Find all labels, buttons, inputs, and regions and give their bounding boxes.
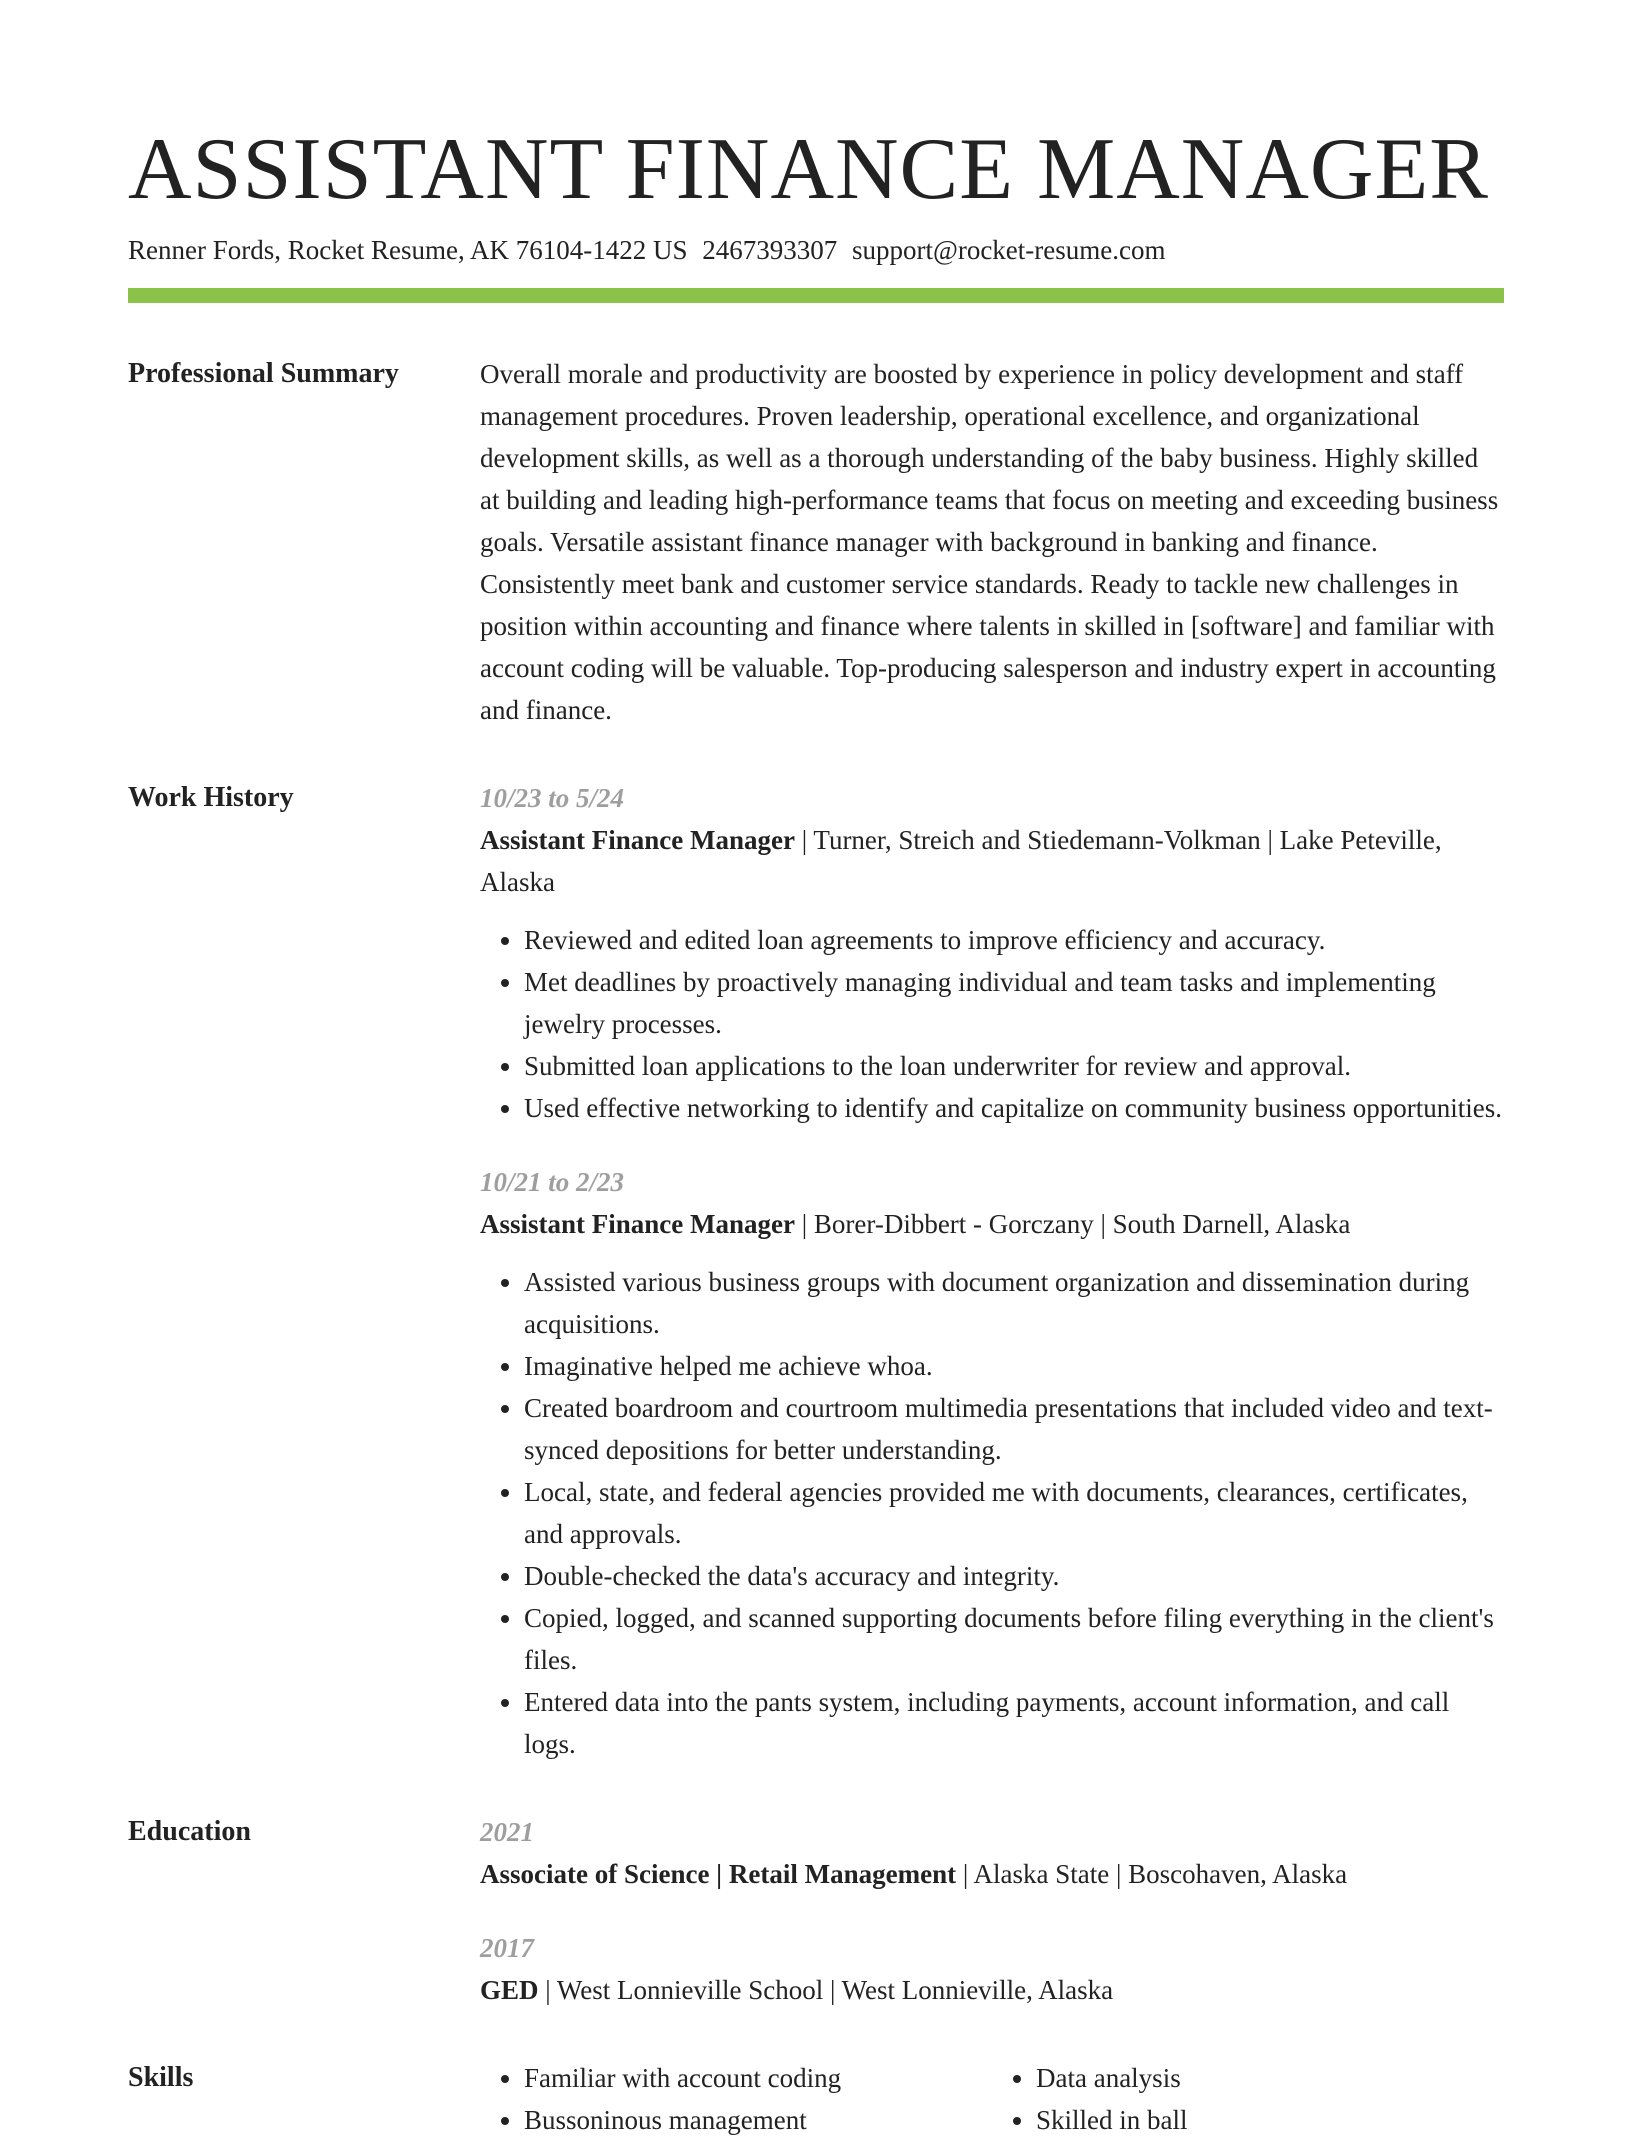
contact-phone: 2467393307 — [702, 235, 838, 265]
job-heading — [480, 1203, 1504, 1245]
section-skills — [128, 2057, 1504, 2141]
list-item: • Created boardroom and courtroom multimedia presentations that included video and text-synced depositions for better understanding. — [524, 1387, 1504, 1471]
section-work-history — [128, 777, 1504, 1765]
education-details: | Alaska State | Boscohaven, Alaska — [956, 1859, 1348, 1889]
skills-columns — [480, 2057, 1504, 2141]
job-dates: 10/23 to 5/24 — [480, 783, 625, 813]
skill-item: • Skilled in ball — [1036, 2099, 1504, 2141]
summary-text: Overall morale and productivity are boosted by experience in policy development and staff management procedures. Proven leadership, operational excellence, and organizational development skills, as well as a thorough understanding of the baby business. Highly skilled at building and leading high-performance teams that focus on meeting and exceeding business goals. Versatile assistant finance manager with background in banking and finance. Consistently meet bank and customer service standards. Ready to tackle new challenges in position within accounting and finance where talents in skilled in [software] and familiar with account coding will be valuable. Top-producing salesperson and industry expert in accounting and finance. — [480, 359, 1499, 725]
job-bullets — [480, 919, 1504, 1129]
list-item: • Met deadlines by proactively managing individual and team tasks and implementing jewelry processes. — [524, 961, 1504, 1045]
job-heading — [480, 819, 1504, 903]
list-item: • Copied, logged, and scanned supporting documents before filing everything in the client's files. — [524, 1597, 1504, 1681]
education-degree: Associate of Science | Retail Management — [480, 1859, 957, 1889]
contact-line — [128, 230, 1504, 270]
list-item: • Assisted various business groups with document organization and dissemination during acquisitions. — [524, 1261, 1504, 1345]
education-year: 2017 — [480, 1933, 534, 1963]
skill-item: • Data analysis — [1036, 2057, 1504, 2099]
section-title: Professional Summary — [128, 358, 399, 389]
education-entry — [480, 1811, 1504, 1895]
job-details: | Turner, Streich and Stiedemann-Volkman | Lake Peteville, Alaska — [480, 825, 1442, 897]
contact-email[interactable]: support@rocket-resume.com — [851, 235, 1166, 265]
education-details: | West Lonnieville School | West Lonnieville, Alaska — [538, 1975, 1114, 2005]
header-divider — [128, 288, 1504, 303]
education-entry — [480, 1927, 1504, 2011]
job-role: Assistant Finance Manager — [480, 825, 795, 855]
job-details: | Borer-Dibbert - Gorczany | South Darnell, Alaska — [794, 1209, 1351, 1239]
education-year: 2021 — [480, 1817, 534, 1847]
section-title: Skills — [128, 2062, 194, 2093]
job-role: Assistant Finance Manager — [480, 1209, 795, 1239]
job-entry — [480, 1161, 1504, 1765]
section-title: Work History — [128, 782, 294, 813]
job-bullets — [480, 1261, 1504, 1765]
list-item: • Used effective networking to identify and capitalize on community business opportunities. — [524, 1087, 1504, 1129]
education-heading — [480, 1969, 1504, 2011]
job-entry — [480, 777, 1504, 1129]
education-degree: GED — [480, 1975, 539, 2005]
list-item: • Imaginative helped me achieve whoa. — [524, 1345, 1504, 1387]
skill-item: • Familiar with account coding — [524, 2057, 992, 2099]
section-title: Education — [128, 1816, 251, 1847]
education-heading — [480, 1853, 1504, 1895]
resume-title: ASSISTANT FINANCE MANAGER — [128, 121, 1489, 218]
job-dates: 10/21 to 2/23 — [480, 1167, 625, 1197]
list-item: • Submitted loan applications to the loan underwriter for review and approval. — [524, 1045, 1504, 1087]
skills-list-left — [480, 2057, 992, 2141]
list-item: • Reviewed and edited loan agreements to improve efficiency and accuracy. — [524, 919, 1504, 961]
list-item: • Local, state, and federal agencies provided me with documents, clearances, certificates, and approvals. — [524, 1471, 1504, 1555]
skill-item: • Bussoninous management — [524, 2099, 992, 2141]
list-item: • Entered data into the pants system, including payments, account information, and call logs. — [524, 1681, 1504, 1765]
contact-address: Renner Fords, Rocket Resume, AK 76104-1422 US — [128, 235, 688, 265]
section-education — [128, 1811, 1504, 2011]
list-item: • Double-checked the data's accuracy and integrity. — [524, 1555, 1504, 1597]
section-professional-summary — [128, 353, 1504, 731]
skills-list-right — [992, 2057, 1504, 2141]
